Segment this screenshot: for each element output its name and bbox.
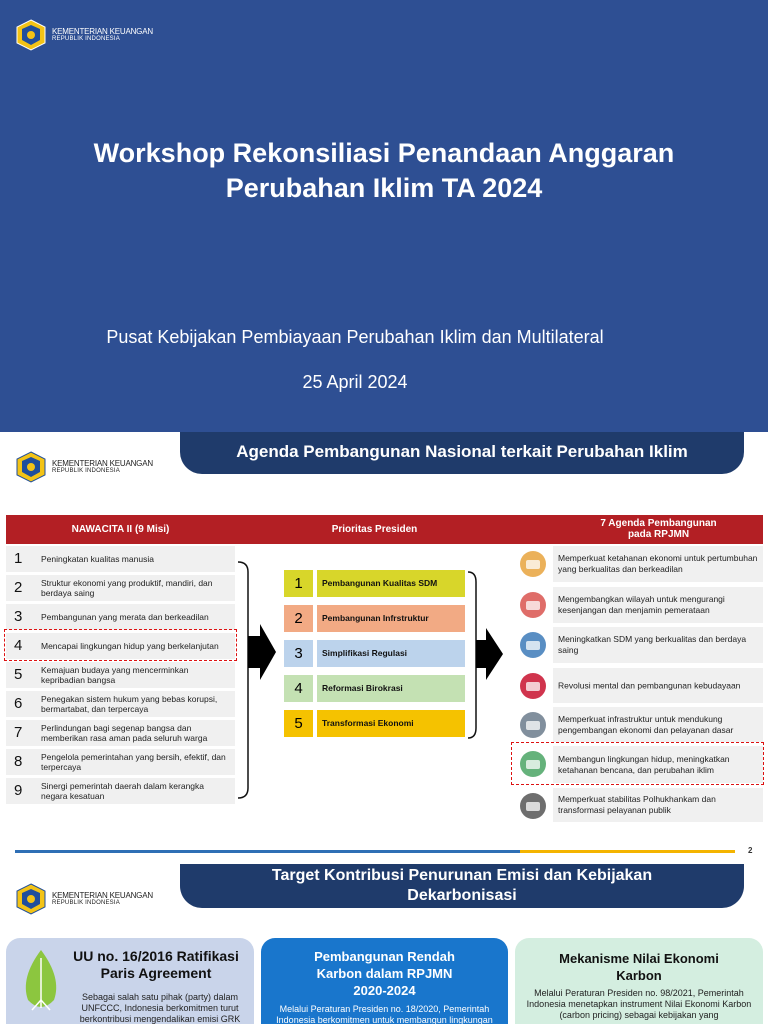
card2-title (261, 948, 508, 999)
nawacita-text: Pengelola pemerintahan yang bersih, efektif, dan terpercaya (41, 752, 226, 772)
nawacita-item (6, 546, 235, 572)
card2-title-line1: Pembangunan Rendah (314, 949, 455, 964)
slide-title (40, 136, 728, 206)
nawacita-number: 7 (14, 724, 23, 741)
prioritas-label: Simplifikasi Regulasi (317, 640, 465, 667)
coins-growth-icon (516, 548, 550, 580)
title-line1: Workshop Rekonsiliasi Penandaan Anggaran (93, 138, 675, 168)
crane-building-icon (516, 709, 550, 741)
footer-line-accent (520, 850, 735, 853)
card3-title-line1: Mekanisme Nilai Ekonomi (559, 951, 719, 966)
nawacita-text: Struktur ekonomi yang produktif, mandiri, dan berdaya saing (41, 578, 213, 598)
card-paris-agreement (6, 938, 254, 1024)
nawacita-number: 1 (14, 550, 23, 567)
card1-title-line2: Paris Agreement (100, 965, 212, 981)
bracket-arrow-2 (466, 566, 516, 746)
agenda-item (553, 668, 763, 703)
card1-body: Sebagai salah satu pihak (party) dalam UNFCCC, Indonesia berkomitmen turut berkontribusi mengendalikan emisi GRK (79, 992, 241, 1024)
slide-title-banner (180, 864, 744, 908)
card1-title-line1: UU no. 16/2016 Ratifikasi (73, 948, 239, 964)
nawacita-item (6, 691, 235, 717)
nawacita-number: 4 (14, 637, 23, 654)
nawacita-item (6, 749, 235, 775)
nawacita-header: NAWACITA II (9 Misi) (71, 524, 170, 535)
ministry-logo (14, 882, 153, 916)
agenda-text: Revolusi mental dan pembangunan kebudayaan (558, 680, 741, 690)
agenda-header (554, 518, 763, 540)
prioritas-number: 1 (284, 570, 313, 597)
nawacita-text: Kemajuan budaya yang mencerminkan kepribadian bangsa (41, 665, 189, 685)
agenda-text: Membangun lingkungan hidup, meningkatkan ketahanan bencana, dan perubahan iklim (558, 753, 730, 775)
prioritas-header: Prioritas Presiden (331, 524, 418, 535)
people-icon (516, 629, 550, 661)
card-nilai-ekonomi-karbon (515, 938, 763, 1024)
ministry-emblem-icon (14, 18, 48, 52)
table-header-bar (6, 515, 763, 544)
highlight-agenda-6 (511, 742, 764, 785)
nawacita-text: Pembangunan yang merata dan berkeadilan (41, 612, 209, 622)
slide-title-banner: Agenda Pembangunan Nasional terkait Perubahan Iklim (180, 432, 744, 474)
nawacita-text: Peningkatan kualitas manusia (41, 554, 154, 564)
ministry-logo (14, 450, 153, 484)
prioritas-label: Reformasi Birokrasi (317, 675, 465, 702)
card-rpjmn (261, 938, 508, 1024)
card1-title (66, 948, 246, 982)
nawacita-number: 6 (14, 695, 23, 712)
nawacita-number: 8 (14, 753, 23, 770)
justice-scale-icon (516, 790, 550, 822)
agenda-header-line1: 7 Agenda Pembangunan (600, 518, 717, 529)
nawacita-text: Sinergi pemerintah daerah dalam kerangka negara kesatuan (41, 781, 205, 801)
nawacita-item (6, 662, 235, 688)
garuda-icon (516, 670, 550, 702)
nawacita-item (6, 575, 235, 601)
slide-date: 25 April 2024 (302, 372, 408, 392)
highlight-nawacita-4 (4, 629, 237, 661)
nawacita-number: 5 (14, 666, 23, 683)
logo-line1: KEMENTERIAN KEUANGAN (52, 890, 153, 900)
nawacita-text: Penegakan sistem hukum yang bebas korupsi, bermartabat, dan terpercaya (41, 694, 218, 714)
ministry-logo (14, 18, 153, 52)
agenda-item (553, 587, 763, 623)
logo-line1: KEMENTERIAN KEUANGAN (52, 26, 153, 36)
ministry-emblem-icon (14, 882, 48, 916)
agenda-item (553, 546, 763, 582)
logo-line2: REPUBLIK INDONESIA (52, 900, 120, 907)
nawacita-text: Perlindungan bagi segenap bangsa dan memberikan rasa aman pada seluruh warga (41, 723, 208, 743)
page-number: 2 (748, 846, 753, 855)
agenda-item (553, 627, 763, 663)
region-map-icon (516, 589, 550, 621)
prioritas-number: 5 (284, 710, 313, 737)
nawacita-text: Mencapai lingkungan hidup yang berkelanjutan (41, 641, 219, 651)
agenda-item (553, 707, 763, 742)
card2-title-line2: Karbon dalam RPJMN (316, 966, 453, 981)
emission-slide (0, 864, 768, 1024)
card2-title-line3: 2020-2024 (353, 983, 416, 998)
prioritas-number: 4 (284, 675, 313, 702)
card2-body: Melalui Peraturan Presiden no. 18/2020, Pemerintah Indonesia berkomitmen untuk membangun lingkungan (276, 1004, 493, 1024)
agenda-text: Mengembangkan wilayah untuk mengurangi kesenjangan dan menjamin pemerataan (558, 594, 725, 615)
nawacita-number: 3 (14, 608, 23, 625)
nawacita-item (6, 720, 235, 746)
title-line1: Target Kontribusi Penurunan Emisi dan Kebijakan (271, 867, 653, 884)
agenda-text: Memperkuat ketahanan ekonomi untuk pertumbuhan yang berkualitas dan berkeadilan (558, 553, 758, 574)
nawacita-item (6, 604, 235, 630)
title-slide (0, 0, 768, 432)
agenda-slide (0, 432, 768, 864)
prioritas-label: Transformasi Ekonomi (317, 710, 465, 737)
card3-body: Melalui Peraturan Presiden no. 98/2021, Pemerintah Indonesia menetapkan instrument Nilai Ekonomi Karbon (carbon pricing) sebagai kebijakan yang (526, 988, 752, 1020)
agenda-header-line2: pada RPJMN (627, 529, 690, 540)
title-line2: Dekarbonisasi (407, 887, 517, 904)
agenda-text: Memperkuat infrastruktur untuk mendukung pengembangan ekonomi dan pelayanan dasar (558, 713, 734, 735)
agenda-text: Memperkuat stabilitas Polhukhankam dan transformasi pelayanan publik (558, 794, 716, 815)
ministry-emblem-icon (14, 450, 48, 484)
prioritas-label: Pembangunan Kualitas SDM (317, 570, 465, 597)
agenda-item (553, 788, 763, 822)
leaf-logo-icon (18, 948, 64, 1023)
nawacita-item (6, 778, 235, 804)
card3-title (515, 950, 763, 984)
logo-line2: REPUBLIK INDONESIA (52, 468, 120, 475)
title-line2: Perubahan Iklim TA 2024 (225, 173, 543, 203)
logo-line2: REPUBLIK INDONESIA (52, 36, 120, 43)
prioritas-number: 2 (284, 605, 313, 632)
card3-title-line2: Karbon (616, 968, 662, 983)
nawacita-number: 2 (14, 579, 23, 596)
agenda-text: Meningkatkan SDM yang berkualitas dan berdaya saing (558, 634, 747, 655)
bracket-arrow-1 (236, 554, 286, 804)
slide-subtitle: Pusat Kebijakan Pembiayaan Perubahan Iklim dan Multilateral (106, 327, 604, 347)
prioritas-label: Pembangunan Infrstruktur (317, 605, 465, 632)
logo-line1: KEMENTERIAN KEUANGAN (52, 458, 153, 468)
prioritas-number: 3 (284, 640, 313, 667)
nawacita-number: 9 (14, 782, 23, 799)
